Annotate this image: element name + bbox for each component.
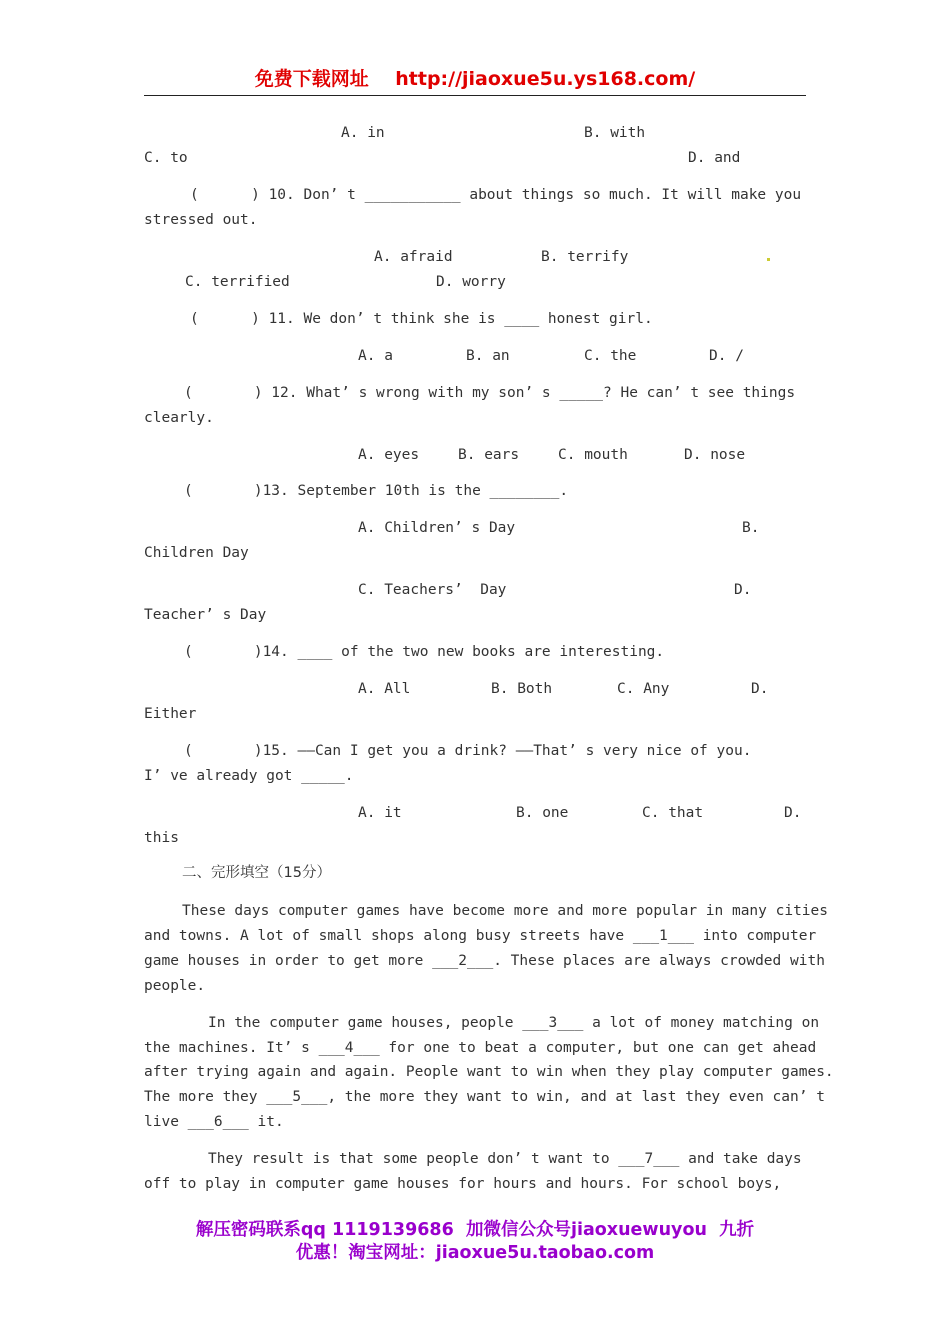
question-10: ( ) 10. Don’ t ___________ about things so much. It will make you [190,187,802,203]
question-15: ( )15. ——Can I get you a drink? ——That’ s very nice of you. [184,743,752,759]
option-12c: C. mouth [558,447,628,463]
passage-p3-l2: off to play in computer game houses for hours and hours. For school boys, [144,1176,782,1192]
footer-line-2: 优惠！淘宝网址：jiaoxue5u.taobao.com [295,1243,655,1263]
option-9a: A. in [341,125,385,141]
option-9c: C. to [144,150,188,166]
option-13d: Teacher’ s Day [144,607,267,623]
option-9b: B. with [584,125,646,141]
passage-p1-l1: These days computer games have become more and more popular in many cities [182,903,829,919]
question-15-cont: I’ ve already got _____. [144,768,354,784]
option-11c: C. the [584,348,637,364]
option-11a: A. a [358,348,393,364]
option-14a: A. All [358,681,411,697]
option-15a: A. it [358,805,402,821]
option-10c: C. terrified [185,274,290,290]
option-15d: this [144,830,179,846]
passage-p2-l5: live ___6___ it. [144,1114,284,1130]
passage-p1-l4: people. [144,978,206,994]
passage-p2-l2: the machines. It’ s ___4___ for one to beat a computer, but one can get ahead [144,1040,817,1056]
option-15b: B. one [516,805,569,821]
option-12d: D. nose [684,447,746,463]
option-13d-marker: D. [734,582,752,598]
question-13: ( )13. September 10th is the ________. [184,483,569,499]
option-13a: A. Children’ s Day [358,520,516,536]
option-13b: Children Day [144,545,249,561]
passage-p1-l3: game houses in order to get more ___2___. These places are always crowded with [144,953,825,969]
option-10a: A. afraid [374,249,453,265]
option-9d: D. and [688,150,741,166]
option-11b: B. an [466,348,510,364]
option-11d: D. / [709,348,744,364]
option-12a: A. eyes [358,447,420,463]
option-14d: Either [144,706,197,722]
question-14: ( )14. ____ of the two new books are interesting. [184,644,665,660]
option-15c: C. that [642,805,704,821]
question-11: ( ) 11. We don’ t think she is ____ honest girl. [190,311,653,327]
option-13c: C. Teachers’ Day [358,582,507,598]
section-heading: 二、完形填空（15分） [182,865,331,881]
passage-p3-l1: They result is that some people don’ t want to ___7___ and take days [208,1151,802,1167]
question-12: ( ) 12. What’ s wrong with my son’ s _____? He can’ t see things [184,385,796,401]
option-12b: B. ears [458,447,520,463]
option-14c: C. Any [617,681,670,697]
passage-p2-l4: The more they ___5___, the more they want to win, and at last they even can’ t [144,1089,825,1105]
option-13b-marker: B. [742,520,760,536]
option-15d-marker: D. [784,805,802,821]
passage-p1-l2: and towns. A lot of small shops along busy streets have ___1___ into computer [144,928,817,944]
option-14b: B. Both [491,681,553,697]
passage-p2-l1: In the computer game houses, people ___3___ a lot of money matching on [208,1015,820,1031]
question-10-cont: stressed out. [144,212,258,228]
page-header: 免费下载网址 http://jiaoxue5u.ys168.com/ [144,64,806,96]
option-10b: B. terrify [541,249,629,265]
footer-line-1: 解压密码联系qq 1119139686 加微信公众号jiaoxuewuyou 九折 [195,1220,755,1240]
option-14d-marker: D. [751,681,769,697]
passage-p2-l3: after trying again and again. People want to win when they play computer games. [144,1064,834,1080]
stray-dot [767,258,770,261]
option-10d: D. worry [436,274,506,290]
question-12-cont: clearly. [144,410,214,426]
